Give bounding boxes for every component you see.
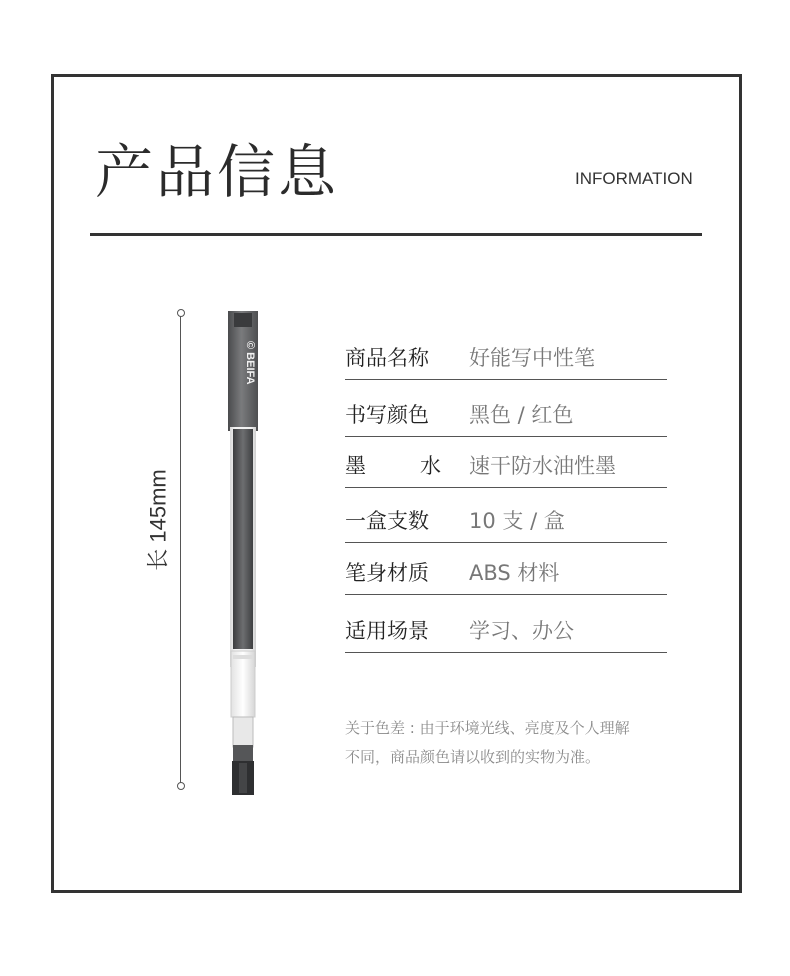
- spec-label: 书写颜色: [345, 403, 429, 427]
- dimension-bottom-marker: [177, 782, 185, 790]
- spec-label: 商品名称: [345, 346, 429, 370]
- color-difference-note: [345, 714, 705, 772]
- spec-row-box-count: [345, 490, 667, 543]
- title-divider: [90, 233, 702, 236]
- spec-row-usage: [345, 600, 667, 653]
- spec-row-material: [345, 542, 667, 595]
- spec-label: 墨 水: [345, 454, 441, 478]
- page-title: 产品信息: [95, 138, 340, 206]
- spec-value: 速干防水油性墨: [469, 454, 616, 478]
- length-dimension-line: [180, 315, 181, 784]
- spec-label: 一盒支数: [345, 509, 429, 533]
- spec-value: 学习、办公: [469, 619, 574, 643]
- spec-row-product-name: [345, 327, 667, 380]
- length-label: 长 145mm: [142, 465, 173, 574]
- spec-value: 10 支 / 盒: [469, 509, 565, 533]
- dimension-top-marker: [177, 309, 185, 317]
- spec-value: 黑色 / 红色: [469, 403, 574, 427]
- pen-image: [227, 311, 259, 795]
- spec-value: 好能写中性笔: [469, 346, 595, 370]
- page-subtitle: INFORMATION: [575, 169, 693, 188]
- spec-row-ink: [345, 435, 667, 488]
- spec-row-ink-color: [345, 384, 667, 437]
- spec-label: 适用场景: [345, 619, 429, 643]
- spec-value: ABS 材料: [469, 561, 560, 585]
- spec-label: 笔身材质: [345, 561, 429, 585]
- note-line-2: 不同，商品颜色请以收到的实物为准。: [345, 748, 601, 766]
- note-line-1: 关于色差 : 由于环境光线、亮度及个人理解: [345, 719, 630, 737]
- brand-logo: © BEIFA: [244, 341, 256, 385]
